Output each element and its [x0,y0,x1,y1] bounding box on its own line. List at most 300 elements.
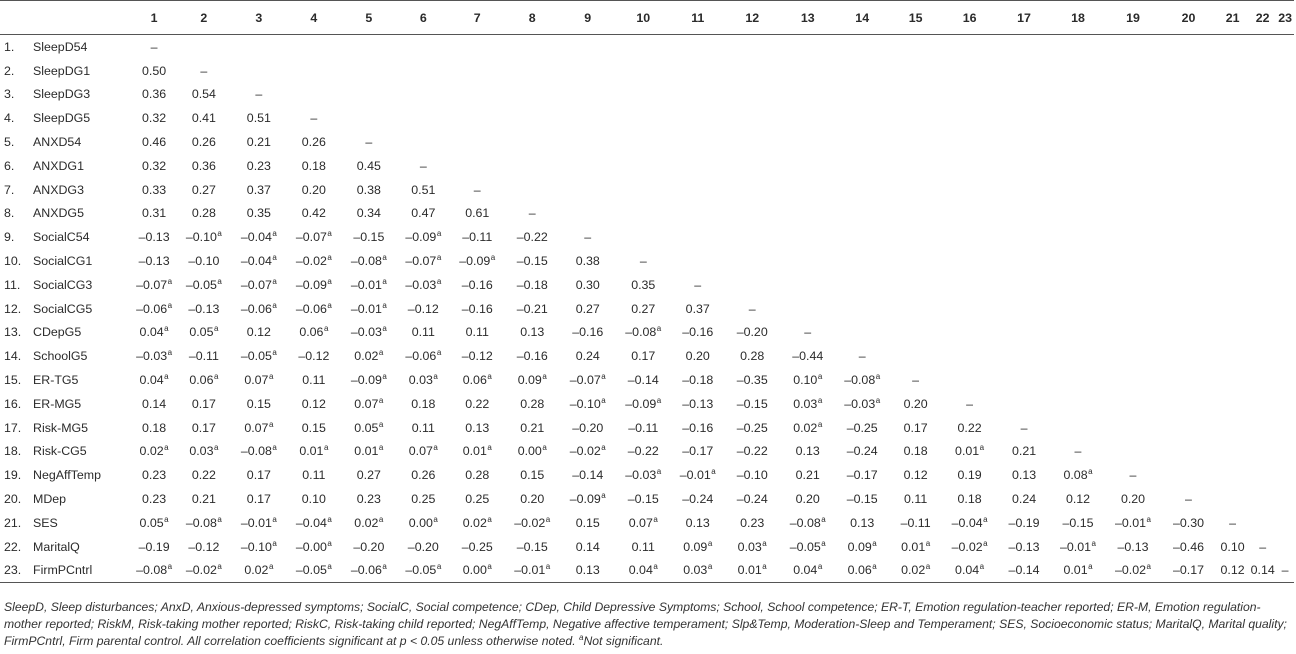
correlation-cell [286,202,341,226]
column-header: 20 [1161,1,1216,35]
correlation-cell [504,487,560,511]
row-number: 23. [4,563,22,578]
empty-cell [835,225,889,249]
cell-value: –0.25 [461,539,493,554]
cell-value: 0.11 [302,373,326,388]
row-number: 12. [4,301,22,316]
correlation-cell [889,416,942,440]
correlation-cell [341,249,396,273]
correlation-cell [504,463,560,487]
cell-value: –0.03 [136,349,168,364]
cell-value: –0.15 [516,254,548,269]
correlation-cell [396,535,450,559]
not-significant-marker: a [378,348,384,358]
correlation-cell [132,154,177,178]
cell-value: 0.06 [462,373,487,388]
cell-value: 0.17 [191,420,216,435]
empty-cell [724,178,780,202]
correlation-cell [286,178,341,202]
cell-value: 0.04 [139,373,164,388]
empty-cell [615,83,671,107]
not-significant-marker: a [487,443,492,453]
cell-value: 0.26 [191,135,216,150]
not-significant-marker: a [164,443,169,453]
cell-value: –0.08 [240,444,272,459]
not-significant-marker: a [653,514,658,524]
correlation-cell [132,249,177,273]
correlation-cell [176,392,231,416]
correlation-cell [504,321,560,345]
correlation-cell [671,344,724,368]
correlation-cell [1051,463,1105,487]
empty-cell [889,202,942,226]
empty-cell [1276,487,1294,511]
correlation-cell [889,535,942,559]
column-header: 12 [724,1,780,35]
empty-cell [1161,249,1216,273]
cell-value: –0.05 [405,563,437,578]
cell-value: 0.27 [191,182,216,197]
correlation-cell [615,416,671,440]
cell-value: 0.09 [517,373,542,388]
correlation-cell [504,440,560,464]
cell-value: 0.27 [631,301,656,316]
not-significant-marker: a [545,514,551,524]
not-significant-marker: a [433,443,438,453]
correlation-cell [780,559,835,583]
correlation-cell [450,511,504,535]
cell-value: –0.18 [682,373,714,388]
empty-cell [835,273,889,297]
correlation-cell [504,368,560,392]
not-significant-marker: a [872,562,877,572]
not-significant-marker: a [167,276,173,286]
diagonal-cell [942,392,997,416]
correlation-cell [942,511,997,535]
cell-value: 0.50 [142,63,167,78]
not-significant-marker: a [378,514,384,524]
correlation-cell [504,225,560,249]
cell-value: 0.04 [955,563,980,578]
correlation-cell [835,559,889,583]
correlation-cell [231,440,286,464]
correlation-cell [560,463,615,487]
cell-value: 0.34 [356,206,381,221]
cell-value: –0.07 [405,254,437,269]
empty-cell [780,35,835,59]
row-label [0,225,132,249]
cell-value: 0.12 [903,468,928,483]
cell-value: –0.08 [789,515,821,530]
column-header: 17 [997,1,1051,35]
empty-cell [1276,344,1294,368]
empty-cell [1249,130,1276,154]
correlation-cell [396,178,450,202]
cell-value: –0.12 [407,301,439,316]
correlation-cell [286,130,341,154]
correlation-cell [671,535,724,559]
cell-value: 0.01 [354,444,379,459]
empty-cell [1216,178,1249,202]
correlation-cell [504,416,560,440]
correlation-cell [450,392,504,416]
correlation-cell [504,559,560,583]
not-significant-marker: a [167,348,173,358]
not-significant-marker: a [601,372,606,382]
empty-cell [835,59,889,83]
cell-value: –0.17 [682,444,714,459]
not-significant-marker: a [656,395,662,405]
cell-value: – [748,301,756,316]
empty-cell [1216,297,1249,321]
not-significant-marker: a [601,443,606,453]
cell-value: 0.13 [795,444,820,459]
correlation-cell [132,344,177,368]
empty-cell [1276,178,1294,202]
diagonal-cell [671,273,724,297]
cell-value: –0.24 [736,492,768,507]
correlation-cell [396,416,450,440]
correlation-cell [780,392,835,416]
correlation-cell [1105,535,1161,559]
empty-cell [1051,297,1105,321]
empty-cell [997,249,1051,273]
empty-cell [396,106,450,130]
variable-name: NegAffTemp [33,468,101,483]
empty-cell [560,178,615,202]
cell-value: –0.03 [625,468,657,483]
cell-value: 0.17 [246,492,271,507]
cell-value: 0.45 [356,158,381,173]
empty-cell [450,106,504,130]
empty-cell [1105,35,1161,59]
correlation-cell [835,416,889,440]
correlation-cell [176,106,231,130]
empty-cell [942,368,997,392]
cell-value: 0.47 [411,206,436,221]
row-number: 15. [4,373,22,388]
correlation-cell [176,154,231,178]
cell-value: 0.03 [737,539,762,554]
correlation-cell [286,297,341,321]
correlation-cell [176,416,231,440]
empty-cell [1105,59,1161,83]
cell-value: –0.03 [405,277,437,292]
not-significant-marker: a [167,562,173,572]
correlation-cell [341,368,396,392]
empty-cell [1216,440,1249,464]
correlation-cell [671,297,724,321]
correlation-cell [780,440,835,464]
cell-value: 0.17 [903,420,928,435]
cell-value: –0.02 [1115,563,1147,578]
empty-cell [450,154,504,178]
cell-value: –0.07 [136,277,168,292]
empty-cell [1051,130,1105,154]
row-label [0,559,132,583]
empty-cell [1161,154,1216,178]
empty-cell [780,59,835,83]
correlation-cell [132,535,177,559]
correlation-cell [835,511,889,535]
empty-cell [1276,511,1294,535]
empty-cell [560,59,615,83]
cell-value: –0.15 [736,396,768,411]
row-label [0,249,132,273]
empty-cell [615,225,671,249]
empty-cell [1216,106,1249,130]
not-significant-marker: a [601,395,606,405]
not-significant-marker: a [436,253,442,263]
not-significant-marker: a [213,372,219,382]
not-significant-marker: a [1091,538,1096,548]
empty-cell [1051,154,1105,178]
cell-value: – [200,63,208,78]
variable-name: SES [33,515,58,530]
cell-value: 0.20 [903,396,928,411]
cell-value: – [1020,420,1028,435]
cell-value: –0.02 [569,444,601,459]
cell-value: –0.15 [516,539,548,554]
correlation-cell [132,106,177,130]
cell-value: – [694,277,702,292]
not-significant-marker: a [327,229,332,239]
empty-cell [780,273,835,297]
not-significant-marker: a [378,443,384,453]
empty-cell [1276,297,1294,321]
variable-name: SchoolG5 [33,349,88,364]
cell-value: –0.20 [353,539,385,554]
cell-value: 0.32 [142,111,167,126]
cell-value: – [1281,563,1289,578]
correlation-cell [132,368,177,392]
cell-value: –0.04 [951,515,983,530]
empty-cell [1249,463,1276,487]
cell-value: –0.09 [459,254,491,269]
cell-value: –0.00 [295,539,327,554]
cell-value: 0.13 [685,515,710,530]
correlation-cell [231,344,286,368]
correlation-cell [231,154,286,178]
correlation-cell [176,463,231,487]
empty-cell [724,154,780,178]
cell-value: 0.02 [354,349,379,364]
empty-cell [1105,106,1161,130]
empty-cell [341,59,396,83]
empty-cell [1161,440,1216,464]
not-significant-marker: a [487,514,492,524]
empty-cell [1105,249,1161,273]
empty-cell [1105,154,1161,178]
cell-value: –0.08 [625,325,657,340]
correlation-cell [286,368,341,392]
correlation-cell [396,559,450,583]
row-number: 17. [4,420,22,435]
empty-cell [1249,154,1276,178]
not-significant-marker: a [875,372,881,382]
empty-cell [942,321,997,345]
row-label [0,154,132,178]
correlation-cell [560,416,615,440]
variable-name: FirmPCntrl [33,563,93,578]
not-significant-marker: a [327,514,332,524]
cell-value: –0.19 [1008,515,1040,530]
empty-cell [1051,368,1105,392]
empty-cell [615,202,671,226]
correlation-cell [176,368,231,392]
not-significant-marker: a [979,562,985,572]
cell-value: –0.05 [240,349,272,364]
row-label [0,344,132,368]
empty-cell [1051,178,1105,202]
cell-value: 0.09 [683,539,708,554]
empty-cell [1216,154,1249,178]
cell-value: 0.33 [142,182,167,197]
correlation-cell [231,106,286,130]
empty-cell [504,154,560,178]
empty-cell [1249,202,1276,226]
column-header: 18 [1051,1,1105,35]
empty-cell [997,130,1051,154]
correlation-cell [450,487,504,511]
empty-cell [724,106,780,130]
empty-cell [1161,35,1216,59]
not-significant-marker: a [272,229,277,239]
empty-cell [997,344,1051,368]
cell-value: 0.31 [142,206,167,221]
correlation-cell [724,392,780,416]
empty-cell [724,225,780,249]
cell-value: 0.05 [354,420,379,435]
correlation-cell [835,368,889,392]
correlation-cell [942,463,997,487]
empty-cell [671,83,724,107]
row-number: 22. [4,539,22,554]
cell-value: –0.11 [188,349,219,364]
correlation-cell [396,440,450,464]
empty-cell [889,344,942,368]
empty-cell [1161,392,1216,416]
variable-name: ANXD54 [33,135,82,150]
cell-value: 0.17 [246,468,271,483]
table-row [0,321,1294,345]
cell-value: –0.09 [350,373,382,388]
correlation-cell [889,463,942,487]
correlation-cell [671,440,724,464]
empty-cell [671,225,724,249]
not-significant-marker: a [707,562,713,572]
not-significant-marker: a [327,562,332,572]
not-significant-marker: a [875,395,881,405]
correlation-cell [560,344,615,368]
empty-cell [1249,392,1276,416]
cell-value: 0.26 [301,135,326,150]
cell-value: –0.13 [1008,539,1040,554]
correlation-cell [132,321,177,345]
cell-value: –0.06 [350,563,382,578]
correlation-cell [396,392,450,416]
cell-value: 0.51 [411,182,436,197]
empty-cell [780,202,835,226]
correlation-cell [341,416,396,440]
empty-cell [942,154,997,178]
cell-value: –0.12 [188,539,220,554]
column-header: 7 [450,1,504,35]
cell-value: –0.22 [516,230,548,245]
cell-value: – [1259,539,1267,554]
empty-cell [286,83,341,107]
correlation-cell [286,416,341,440]
correlation-cell [396,321,450,345]
row-label [0,35,132,59]
correlation-cell [997,559,1051,583]
correlation-cell [286,535,341,559]
cell-value: 0.46 [142,135,167,150]
cell-value: 0.36 [142,87,167,102]
table-row [0,154,1294,178]
cell-value: 0.23 [740,515,765,530]
correlation-cell [341,344,396,368]
cell-value: –0.04 [295,515,327,530]
correlation-cell [889,511,942,535]
not-significant-marker: a [487,372,492,382]
correlation-cell [835,487,889,511]
empty-cell [835,130,889,154]
row-number: 9. [4,230,15,245]
correlation-cell [504,511,560,535]
column-header: 15 [889,1,942,35]
empty-cell [942,202,997,226]
not-significant-marker: a [433,514,438,524]
correlation-cell [504,535,560,559]
empty-cell [450,59,504,83]
diagonal-cell [132,35,177,59]
cell-value: –0.04 [240,254,272,269]
correlation-cell [1051,487,1105,511]
empty-cell [1161,202,1216,226]
not-significant-marker: a [487,562,492,572]
empty-cell [1276,392,1294,416]
correlation-cell [341,225,396,249]
empty-cell [1276,273,1294,297]
cell-value: 0.11 [904,492,928,507]
correlation-cell [231,368,286,392]
empty-cell [341,83,396,107]
correlation-cell [341,321,396,345]
correlation-cell [231,297,286,321]
empty-cell [504,83,560,107]
correlation-cell [132,297,177,321]
empty-cell [286,35,341,59]
correlation-cell [176,344,231,368]
not-significant-marker: a [821,538,826,548]
cell-value: –0.44 [792,349,824,364]
cell-value: –0.08 [350,254,382,269]
correlation-cell [615,511,671,535]
correlation-cell [560,535,615,559]
diagonal-cell [231,83,286,107]
cell-value: –0.13 [138,230,170,245]
cell-value: –0.01 [679,468,711,483]
cell-value: –0.12 [461,349,493,364]
empty-cell [286,59,341,83]
cell-value: – [639,254,647,269]
empty-cell [1216,487,1249,511]
not-significant-marker: a [213,443,219,453]
variable-name: MaritalQ [33,539,80,554]
empty-cell [835,35,889,59]
column-header: 11 [671,1,724,35]
